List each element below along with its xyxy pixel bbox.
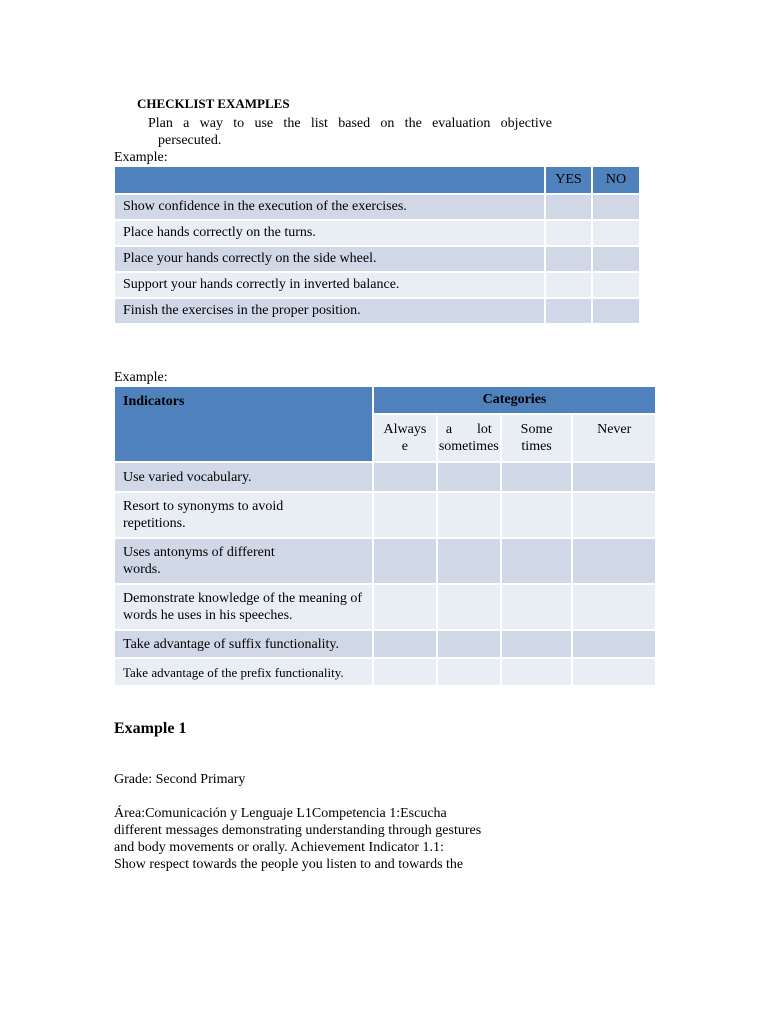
no-cell xyxy=(592,298,640,324)
grade-line: Grade: Second Primary xyxy=(114,772,246,787)
indicator-item: Demonstrate knowledge of the meaning of words he uses in his speeches. xyxy=(114,584,373,630)
table-row xyxy=(114,272,640,298)
paragraph-line: Área:Comunicación y Lenguaje L1Competencia 1:Escucha xyxy=(114,806,447,821)
no-cell xyxy=(592,272,640,298)
yes-cell xyxy=(545,220,592,246)
indicator-item: Take advantage of the prefix functionality. xyxy=(114,658,373,686)
page-title: CHECKLIST EXAMPLES xyxy=(137,96,290,111)
checklist-item: Place hands correctly on the turns. xyxy=(114,220,545,246)
checklist-no-header: NO xyxy=(592,166,640,194)
yes-cell xyxy=(545,298,592,324)
intro-line-1: Plan a way to use the list based on the evaluation objective xyxy=(148,116,552,131)
paragraph-line: Show respect towards the people you listen to and towards the xyxy=(114,857,464,872)
yes-cell xyxy=(545,272,592,298)
yes-cell xyxy=(545,246,592,272)
checklist-item: Show confidence in the execution of the exercises. xyxy=(114,194,545,220)
categories-header: Categories xyxy=(373,386,656,414)
checklist-yes-header: YES xyxy=(545,166,592,194)
checklist-item: Finish the exercises in the proper position. xyxy=(114,298,545,324)
indicator-item: Uses antonyms of different words. xyxy=(114,538,373,584)
example-label-2: Example: xyxy=(114,370,168,385)
table-row xyxy=(114,492,656,538)
col-a-lot-sometimes: a lot sometimes xyxy=(437,414,501,462)
paragraph-line: different messages demonstrating understanding through gestures xyxy=(114,823,482,838)
checklist-item: Place your hands correctly on the side wheel. xyxy=(114,246,545,272)
checklist-table xyxy=(113,165,641,325)
indicators-header: Indicators xyxy=(114,386,373,462)
checklist-header-blank xyxy=(114,166,545,194)
col-always: Always e xyxy=(373,414,437,462)
example-label-1: Example: xyxy=(114,150,168,165)
table-row xyxy=(114,630,656,658)
table-row xyxy=(114,194,640,220)
scale-header-row xyxy=(114,386,656,414)
yes-cell xyxy=(545,194,592,220)
col-never: Never xyxy=(572,414,656,462)
intro-line-2: persecuted. xyxy=(158,133,222,148)
example-1-heading: Example 1 xyxy=(114,720,187,737)
table-row xyxy=(114,298,640,324)
checklist-item: Support your hands correctly in inverted balance. xyxy=(114,272,545,298)
table-row xyxy=(114,584,656,630)
table-row xyxy=(114,658,656,686)
indicator-item: Take advantage of suffix functionality. xyxy=(114,630,373,658)
checklist-header-row xyxy=(114,166,640,194)
intro-paragraph xyxy=(148,115,552,149)
no-cell xyxy=(592,246,640,272)
paragraph-line: and body movements or orally. Achievement Indicator 1.1: xyxy=(114,840,444,855)
table-row xyxy=(114,538,656,584)
table-row xyxy=(114,246,640,272)
no-cell xyxy=(592,194,640,220)
indicator-item: Use varied vocabulary. xyxy=(114,462,373,492)
table-row xyxy=(114,462,656,492)
indicator-item: Resort to synonyms to avoid repetitions. xyxy=(114,492,373,538)
rating-scale-table xyxy=(113,385,657,687)
example-1-paragraph xyxy=(114,805,534,873)
col-some-times: Some times xyxy=(501,414,573,462)
no-cell xyxy=(592,220,640,246)
table-row xyxy=(114,220,640,246)
